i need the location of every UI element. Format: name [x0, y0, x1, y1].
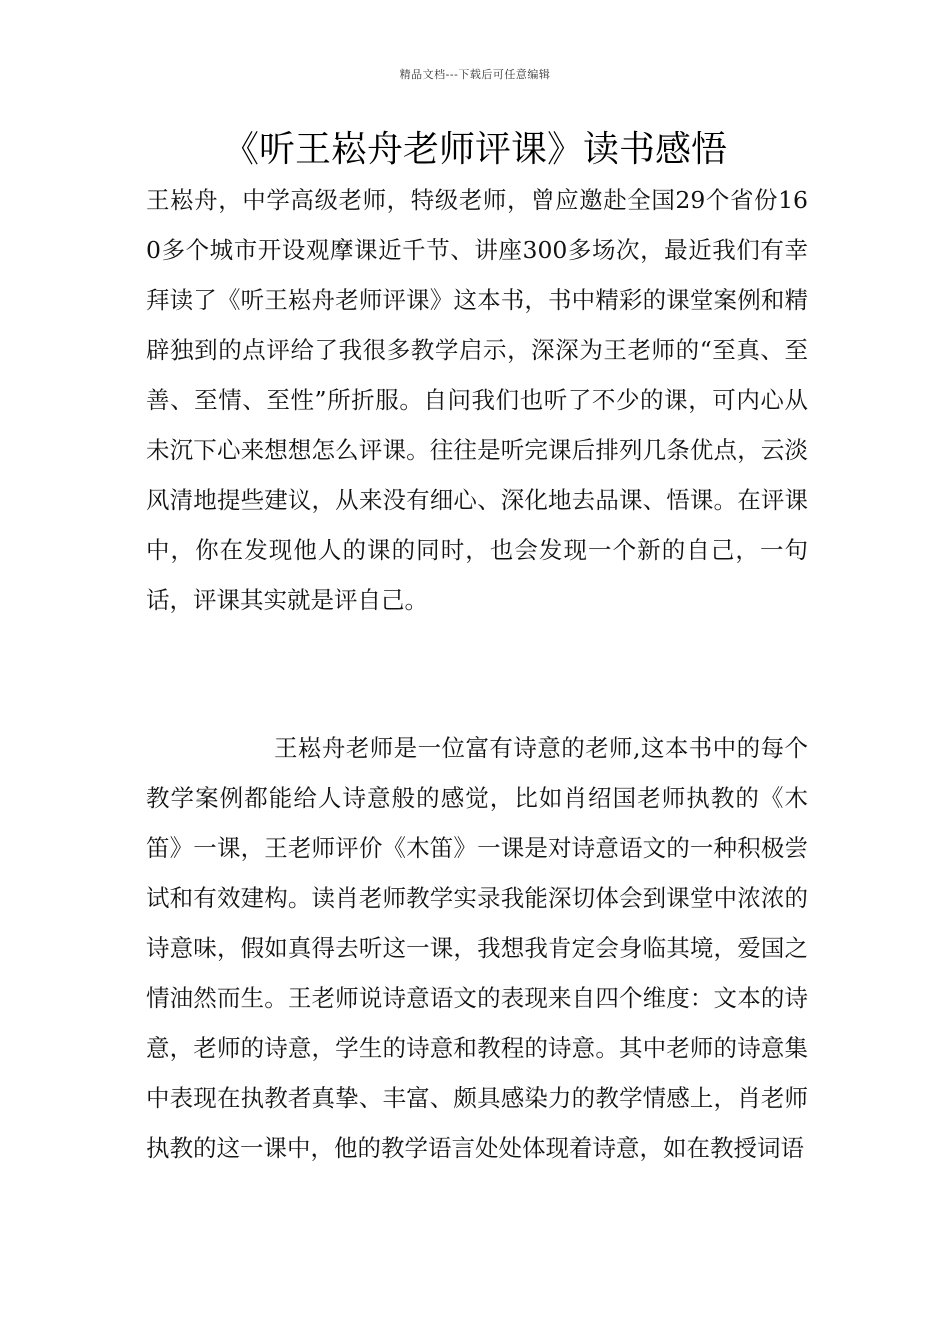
header-note: 精品文档---下载后可任意编辑: [399, 68, 551, 81]
page-title: 《听王崧舟老师评课》读书感悟: [222, 129, 727, 170]
paragraph-1: 王崧舟，中学高级老师，特级老师，曾应邀赴全国29个省份160多个城市开设观摩课近千节、讲座300多场次，最近我们有幸拜读了《听王崧舟老师评课》这本书，书中精彩的课堂案例和精辟独到的点评给了我很多教学启示，深深为王老师的“至真、至善、至情、至性”所折服。自问我们也听了不少的课，可内心从未沉下心来想想怎么评课。往往是听完课后排列几条优点，云淡风清地提些建议，从来没有细心、深化地去品课、悟课。在评课中，你在发现他人的课的同时，也会发现一个新的自己，一句话，评课其实就是评自己。: [146, 186, 808, 614]
paragraph-2: 王崧舟老师是一位富有诗意的老师,这本书中的每个教学案例都能给人诗意般的感觉，比如肖绍国老师执教的《木笛》一课，王老师评价《木笛》一课是对诗意语文的一种积极尝试和有效建构。读肖老师教学实录我能深切体会到课堂中浓浓的诗意味，假如真得去听这一课，我想我肯定会身临其境，爱国之情油然而生。王老师说诗意语文的表现来自四个维度：文本的诗意，老师的诗意，学生的诗意和教程的诗意。其中老师的诗意集中表现在执教者真挚、丰富、颇具感染力的教学情感上，肖老师执教的这一课中，他的教学语言处处体现着诗意，如在教授词语: [146, 734, 808, 1162]
